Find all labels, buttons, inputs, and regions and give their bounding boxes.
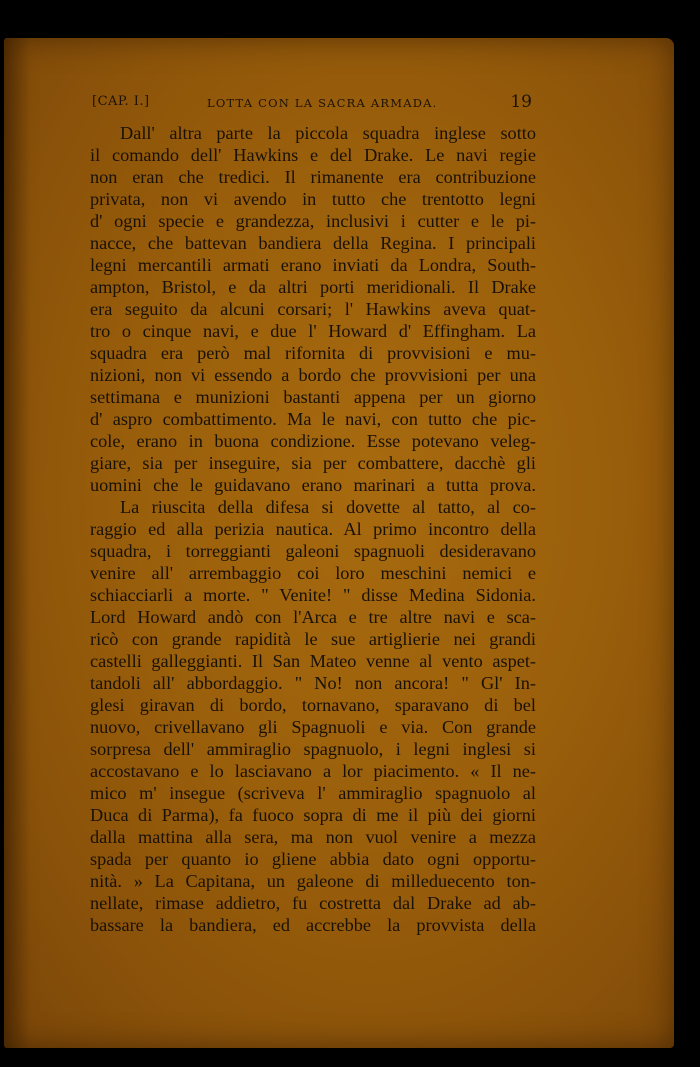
chapter-label: [CAP. I.]: [92, 94, 150, 109]
text-line: nità. » La Capitana, un galeone di milleduecento ton-: [90, 871, 536, 891]
text-line: Lord Howard andò con l'Arca e tre altre navi e sca-: [90, 607, 536, 627]
text-line: schiacciarli a morte. " Venite! " disse Medina Sidonia.: [90, 585, 536, 605]
text-line: settimana e munizioni bastanti appena per un giorno: [90, 387, 536, 407]
text-line: squadra era però mal rifornita di provvisioni e mu-: [90, 343, 536, 363]
text-line: tro o cinque navi, e due l' Howard d' Effingham. La: [90, 321, 536, 341]
text-line: La riuscita della difesa si dovette al tatto, al co-: [120, 497, 536, 517]
running-header: [92, 92, 542, 116]
text-line: il comando dell' Hawkins e del Drake. Le navi regie: [90, 145, 536, 165]
text-line: tandoli all' abbordaggio. " No! non ancora! " Gl' In-: [90, 673, 536, 693]
text-line: bassare la bandiera, ed accrebbe la provvista della: [90, 915, 536, 935]
text-line: castelli galleggianti. Il San Mateo venne al vento aspet-: [90, 651, 536, 671]
text-line: uomini che le guidavano erano marinari a tutta prova.: [90, 475, 536, 495]
text-line: era seguito da alcuni corsari; l' Hawkins aveva quat-: [90, 299, 536, 319]
text-line: spada per quanto io gliene abbia dato ogni opportu-: [90, 849, 536, 869]
text-line: nizioni, non vi essendo a bordo che provvisioni per una: [90, 365, 536, 385]
text-line: Duca di Parma), fa fuoco sopra di me il più dei giorni: [90, 805, 536, 825]
text-line: squadra, i torreggianti galeoni spagnuoli desideravano: [90, 541, 536, 561]
text-line: nacce, che battevan bandiera della Regina. I principali: [90, 233, 536, 253]
text-line: cole, erano in buona condizione. Esse potevano veleg-: [90, 431, 536, 451]
page-number: 19: [510, 92, 532, 112]
running-title: LOTTA CON LA SACRA ARMADA.: [207, 96, 438, 110]
text-line: privata, non vi avendo in tutto che trentotto legni: [90, 189, 536, 209]
text-line: ricò con grande rapidità le sue artiglierie nei grandi: [90, 629, 536, 649]
text-line: d' ogni specie e grandezza, inclusivi i cutter e le pi-: [90, 211, 536, 231]
text-line: nellate, rimase addietro, fu costretta dal Drake ad ab-: [90, 893, 536, 913]
text-line: glesi giravan di bordo, tornavano, sparavano di bel: [90, 695, 536, 715]
text-line: nuovo, crivellavano gli Spagnuoli e via. Con grande: [90, 717, 536, 737]
text-line: dalla mattina alla sera, ma non vuol venire a mezza: [90, 827, 536, 847]
text-line: Dall' altra parte la piccola squadra inglese sotto: [120, 123, 536, 143]
text-line: d' aspro combattimento. Ma le navi, con tutto che pic-: [90, 409, 536, 429]
text-line: non eran che tredici. Il rimanente era contribuzione: [90, 167, 536, 187]
text-line: giare, sia per inseguire, sia per combattere, dacchè gli: [90, 453, 536, 473]
text-line: sorpresa dell' ammiraglio spagnuolo, i legni inglesi si: [90, 739, 536, 759]
text-line: mico m' insegue (scriveva l' ammiraglio spagnuolo al: [90, 783, 536, 803]
text-line: accostavano e lo lasciavano a lor piacimento. « Il ne-: [90, 761, 536, 781]
text-line: raggio ed alla perizia nautica. Al primo incontro della: [90, 519, 536, 539]
text-line: legni mercantili armati erano inviati da Londra, South-: [90, 255, 536, 275]
text-line: venire all' arrembaggio coi loro meschini nemici e: [90, 563, 536, 583]
body-text: [90, 122, 536, 936]
text-line: ampton, Bristol, e da altri porti meridionali. Il Drake: [90, 277, 536, 297]
